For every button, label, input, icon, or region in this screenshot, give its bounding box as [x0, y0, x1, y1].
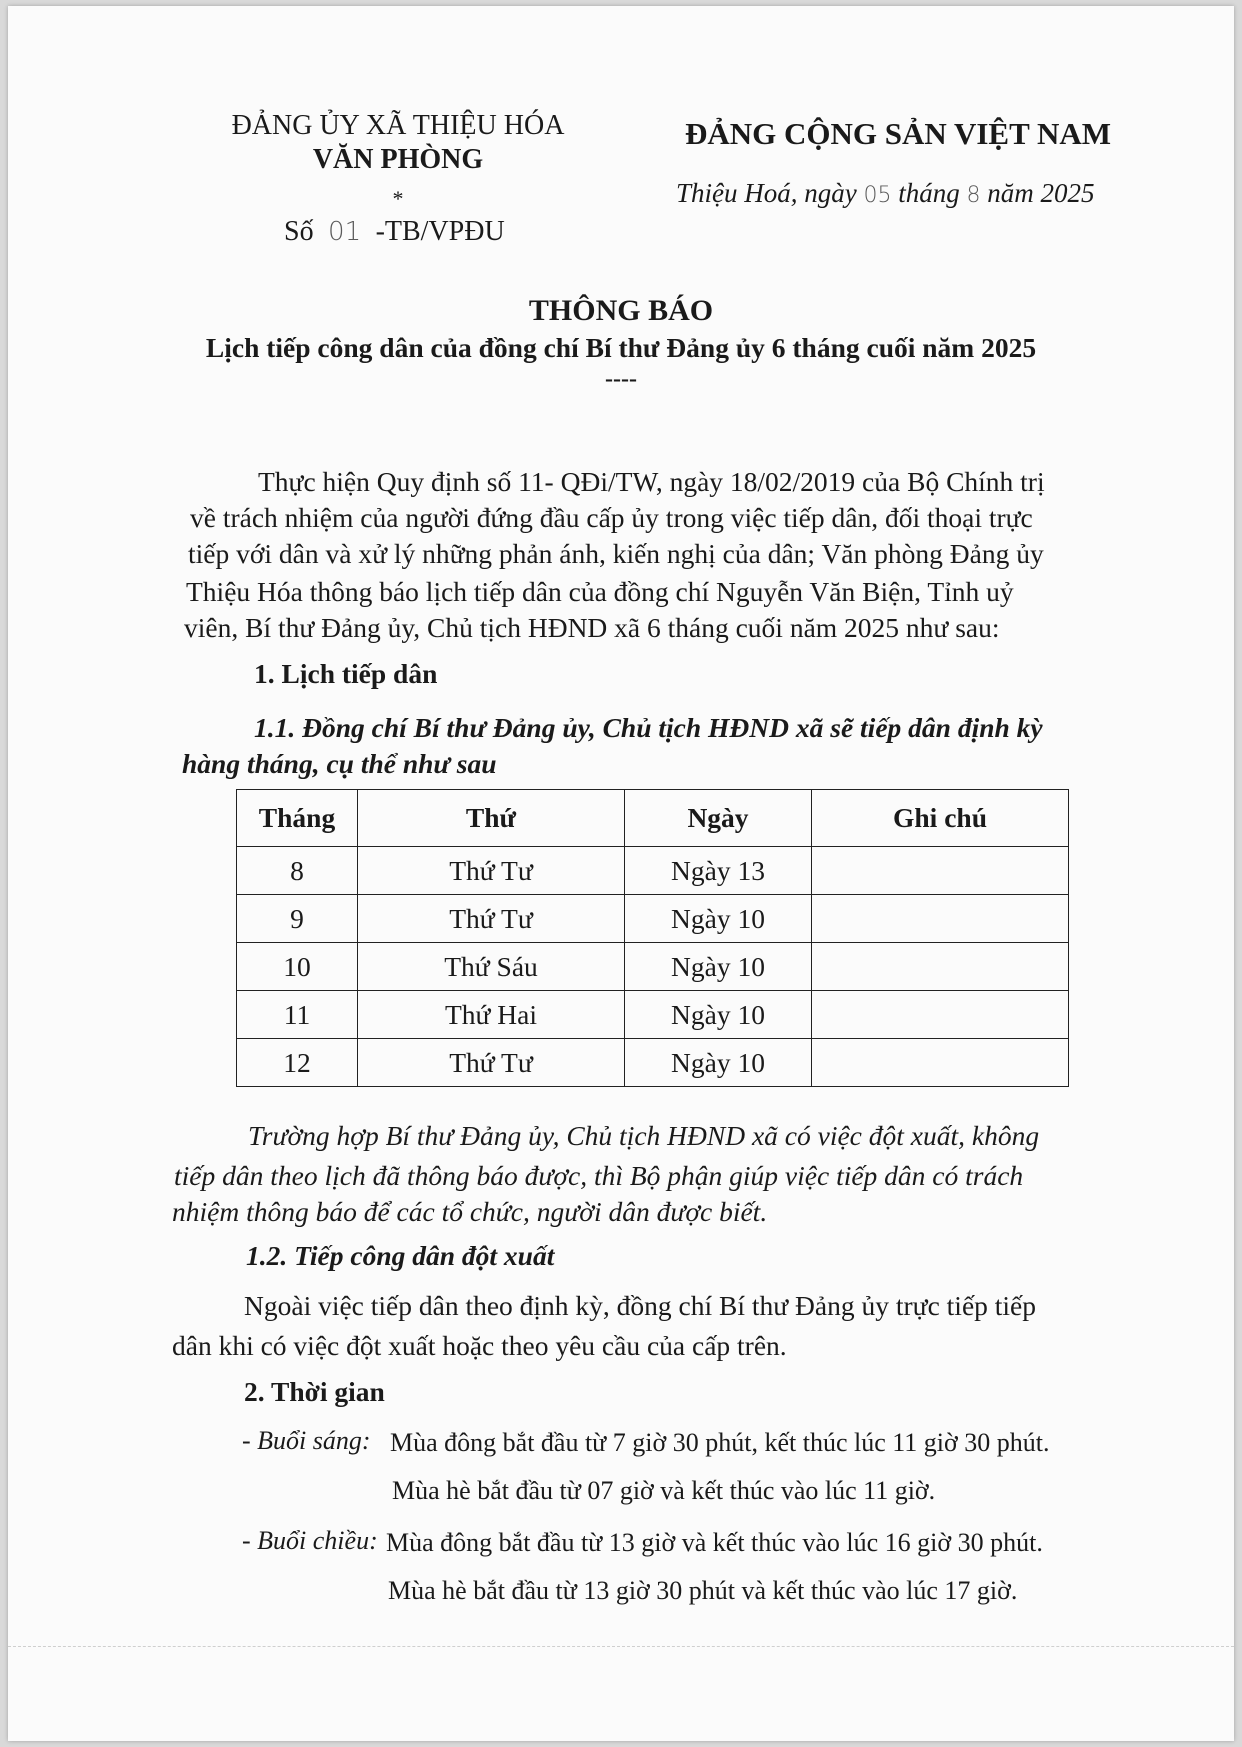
doc-no-handwritten: 01 — [328, 217, 362, 247]
col-date-header: Ngày — [625, 790, 812, 847]
table-row — [237, 943, 1069, 991]
document-subtitle: Lịch tiếp công dân của đồng chí Bí thư Đảng ủy 6 tháng cuối năm 2025 — [205, 332, 1037, 363]
cell-note — [812, 991, 1069, 1039]
morning-winter: Mùa đông bắt đầu từ 7 giờ 30 phút, kết thúc lúc 11 giờ 30 phút. — [390, 1428, 1050, 1457]
table-header-row — [237, 790, 1069, 847]
section-1-2-line-1: Ngoài việc tiếp dân theo định kỳ, đồng chí Bí thư Đảng ủy trực tiếp tiếp — [244, 1290, 1037, 1321]
morning-summer: Mùa hè bắt đầu từ 07 giờ và kết thúc vào lúc 11 giờ. — [392, 1476, 936, 1505]
intro-line-5: viên, Bí thư Đảng ủy, Chủ tịch HĐND xã 6 tháng cuối năm 2025 như sau: — [184, 612, 1000, 643]
section-1-2-line-2: dân khi có việc đột xuất hoặc theo yêu cầu của cấp trên. — [172, 1330, 787, 1361]
date-place: Thiệu Hoá, ngày — [676, 178, 857, 208]
col-note-header: Ghi chú — [812, 790, 1069, 847]
afternoon-label: - Buổi chiều: — [242, 1526, 378, 1555]
doc-no-prefix: Số — [284, 216, 314, 247]
section-1-1-line-2: hàng tháng, cụ thể như sau — [182, 748, 497, 779]
party-name: ĐẢNG CỘNG SẢN VIỆT NAM — [684, 116, 1111, 151]
afternoon-winter: Mùa đông bắt đầu từ 13 giờ và kết thúc vào lúc 16 giờ 30 phút. — [386, 1528, 1043, 1557]
section-2-heading: 2. Thời gian — [244, 1376, 385, 1407]
document-page — [8, 6, 1234, 1741]
cell-date: Ngày 10 — [625, 943, 812, 991]
cell-date: Ngày 10 — [625, 895, 812, 943]
cell-weekday: Thứ Tư — [358, 1039, 625, 1087]
cell-weekday: Thứ Hai — [358, 991, 625, 1039]
table-row — [237, 991, 1069, 1039]
cell-month: 11 — [237, 991, 358, 1039]
table-row — [237, 847, 1069, 895]
date-month-label: tháng — [898, 178, 960, 208]
col-month-header: Tháng — [237, 790, 358, 847]
org-name: ĐẢNG ỦY XÃ THIỆU HÓA — [231, 110, 565, 141]
cell-date: Ngày 10 — [625, 1039, 812, 1087]
col-weekday-header: Thứ — [358, 790, 625, 847]
cell-weekday: Thứ Tư — [358, 847, 625, 895]
date-month: 8 — [966, 183, 981, 208]
table-row — [237, 895, 1069, 943]
morning-label: - Buổi sáng: — [242, 1426, 371, 1455]
cell-weekday: Thứ Sáu — [358, 943, 625, 991]
schedule-table — [236, 789, 1069, 1087]
intro-line-2: về trách nhiệm của người đứng đầu cấp ủy trong việc tiếp dân, đối thoại trực — [190, 502, 1033, 533]
cell-month: 12 — [237, 1039, 358, 1087]
cell-month: 9 — [237, 895, 358, 943]
cell-note — [812, 1039, 1069, 1087]
date-line — [676, 178, 1095, 209]
table-row — [237, 1039, 1069, 1087]
section-1-2-heading: 1.2. Tiếp công dân đột xuất — [246, 1240, 555, 1271]
document-number — [284, 216, 505, 248]
cell-note — [812, 895, 1069, 943]
cell-date: Ngày 13 — [625, 847, 812, 895]
note-line-2: tiếp dân theo lịch đã thông báo được, thì Bộ phận giúp việc tiếp dân có trách — [174, 1160, 1024, 1191]
org-office: VĂN PHÒNG — [312, 144, 484, 175]
doc-no-suffix: -TB/VPĐU — [375, 216, 505, 247]
date-year: năm 2025 — [987, 178, 1095, 208]
afternoon-summer: Mùa hè bắt đầu từ 13 giờ 30 phút và kết thúc vào lúc 17 giờ. — [388, 1576, 1018, 1605]
intro-line-3: tiếp với dân và xử lý những phản ánh, kiến nghị của dân; Văn phòng Đảng ủy — [188, 538, 1044, 569]
cell-note — [812, 943, 1069, 991]
page-fold-line — [8, 1646, 1234, 1648]
note-line-1: Trường hợp Bí thư Đảng ủy, Chủ tịch HĐND xã có việc đột xuất, không — [248, 1120, 1040, 1151]
header-star: * — [392, 186, 404, 211]
intro-line-1: Thực hiện Quy định số 11- QĐi/TW, ngày 18/02/2019 của Bộ Chính trị — [258, 466, 1045, 497]
intro-line-4: Thiệu Hóa thông báo lịch tiếp dân của đồng chí Nguyễn Văn Biện, Tỉnh uỷ — [186, 576, 1014, 607]
cell-weekday: Thứ Tư — [358, 895, 625, 943]
section-1-1-line-1: 1.1. Đồng chí Bí thư Đảng ủy, Chủ tịch HĐND xã sẽ tiếp dân định kỳ — [254, 712, 1043, 743]
cell-month: 8 — [237, 847, 358, 895]
document-title: THÔNG BÁO — [528, 294, 714, 327]
date-day: 05 — [863, 183, 892, 208]
note-line-3: nhiệm thông báo để các tổ chức, người dân được biết. — [172, 1196, 768, 1227]
title-divider: ---- — [605, 366, 637, 392]
cell-date: Ngày 10 — [625, 991, 812, 1039]
section-1-heading: 1. Lịch tiếp dân — [254, 658, 438, 689]
cell-month: 10 — [237, 943, 358, 991]
cell-note — [812, 847, 1069, 895]
